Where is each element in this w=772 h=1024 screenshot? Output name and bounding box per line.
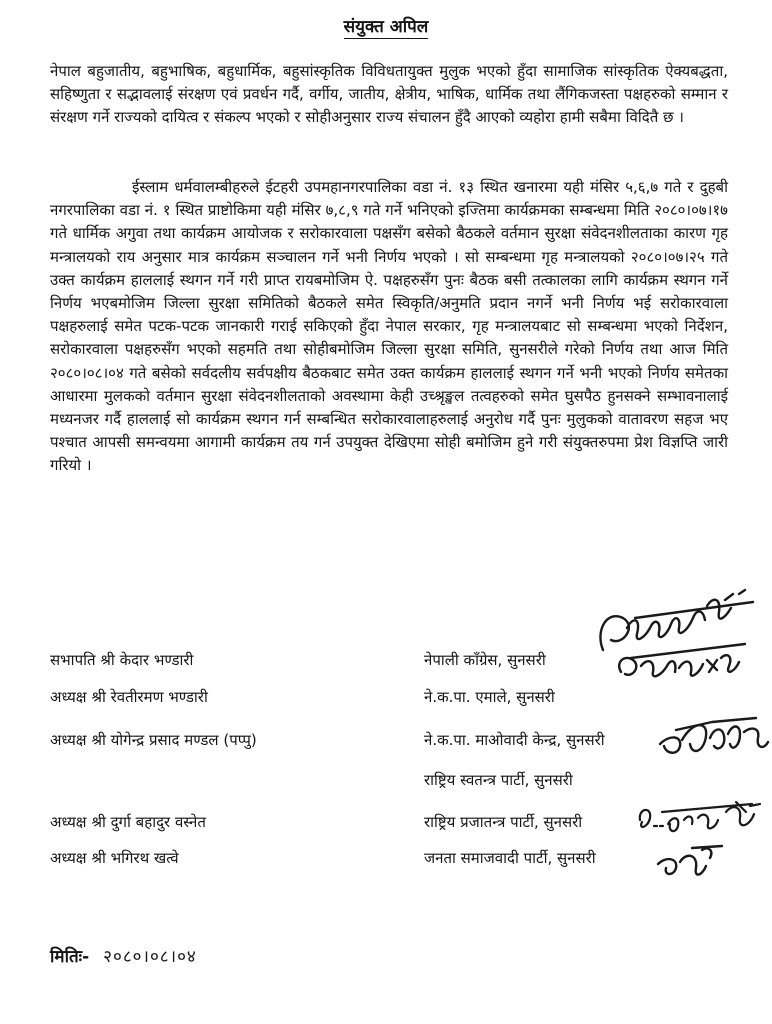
signatory-party: राष्ट्रिय प्रजातन्त्र पार्टी, सुनसरी	[424, 813, 583, 831]
signatory-party: ने.क.पा. माओवादी केन्द्र, सुनसरी	[424, 731, 605, 749]
signatory-name: अध्यक्ष श्री भगिरथ खत्वे	[50, 849, 179, 867]
paragraph-intro: नेपाल बहुजातीय, बहुभाषिक, बहुधार्मिक, बहुसांस्कृतिक विविधतायुक्त मुलुक भएको हुँदा सामाजिक सांस्कृतिक ऐक्यबद्धता, सहिष्णुता र सद्भावलाई संरक्षण एवं प्रवर्धन गर्दै, वर्गीय, जातीय, क्षेत्रीय, भाषिक, धार्मिक तथा लैंगिकजस्ता पक्षहरुको सम्मान र संरक्षण गर्ने राज्यको दायित्व र संकल्प भएको र सोहीअनुसार राज्य संचालन हुँदै आएको व्यहोरा हामी सबैमा विदितै छ ।	[50, 62, 728, 127]
signatory-name: अध्यक्ष श्री रेवतीरमण भण्डारी	[50, 688, 208, 706]
signatory-name: अध्यक्ष श्री योगेन्द्र प्रसाद मण्डल (पप्पु)	[50, 731, 257, 749]
date-line	[50, 944, 197, 967]
handwritten-signature	[652, 704, 772, 774]
handwritten-signature	[652, 842, 732, 884]
signatory-party: नेपाली काँग्रेस, सुनसरी	[424, 651, 546, 669]
signatory-party: ने.क.पा. एमाले, सुनसरी	[424, 688, 555, 706]
document-title: संयुक्त अपिल	[343, 17, 429, 37]
handwritten-signature	[632, 796, 768, 844]
signatory-party: जनता समाजवादी पार्टी, सुनसरी	[424, 849, 596, 867]
handwritten-signature	[575, 588, 765, 700]
signatory-party: राष्ट्रिय स्वतन्त्र पार्टी, सुनसरी	[424, 771, 573, 789]
signatory-name: सभापति श्री केदार भण्डारी	[50, 651, 194, 669]
paragraph-main: ईस्लाम धर्मवालम्बीहरुले ईटहरी उपमहानगरपालिका वडा नं. १३ स्थित खनारमा यही मंसिर ५,६,७ गते र दुहबी नगरपालिका वडा नं. १ स्थित प्राष्टोकिमा यही मंसिर ७,८,९ गते गर्ने भनिएको इज्तिमा कार्यक्रमका सम्बन्धमा मिति २०८०।०७।१७ गते धार्मिक अगुवा तथा कार्यक्रम आयोजक र सरोकारवाला पक्षसँग बसेको बैठकले वर्तमान सुरक्षा संवेदनशीलताका कारण गृह मन्त्रालयको राय अनुसार मात्र कार्यक्रम सञ्चालन गर्ने भनी निर्णय भएको । सो सम्बन्धमा गृह मन्त्रालयको २०८०।०७।२५ गते उक्त कार्यक्रम हाललाई स्थगन गर्ने गरी प्राप्त रायबमोजिम ऐ. पक्षहरुसँग पुनः बैठक बसी तत्कालका लागि कार्यक्रम स्थगन गर्ने निर्णय भएबमोजिम जिल्ला सुरक्षा समितिको बैठकले समेत स्विकृति/अनुमति प्रदान नगर्ने भनी निर्णय भई सरोकारवाला पक्षहरुलाई समेत पटक-पटक जानकारी गराई सकिएको हुँदा नेपाल सरकार, गृह मन्त्रालयबाट सो सम्बन्धमा भएको निर्देशन, सरोकारवाला पक्षहरुसँग भएको सहमति तथा सोहीबमोजिम जिल्ला सुरक्षा समिति, सुनसरीले गरेको निर्णय तथा आज मिति २०८०।०८।०४ गते बसेको सर्वदलीय सर्वपक्षीय बैठकबाट समेत उक्त कार्यक्रम हाललाई स्थगन गर्ने भनी भएको निर्णय समेतका आधारमा मुलकको वर्तमान सुरक्षा संवेदनशीलताको अवस्थामा केही उच्श्रृङ्खल तत्वहरुको समेत घुसपैठ हुनसक्ने सम्भावनालाई मध्यनजर गर्दै हाललाई सो कार्यक्रम स्थगन गर्न सम्बन्धित सरोकारवालाहरुलाई अनुरोध गर्दै पुनः मुलुकको वातावरण सहज भए पश्चात आपसी समन्वयमा आगामी कार्यक्रम तय गर्न उपयुक्त देखिएमा सोही बमोजिम हुने गरी संयुक्तरुपमा प्रेश विज्ञप्ति जारी गरियो ।	[50, 178, 728, 475]
date-label: मितिः-	[50, 947, 90, 967]
date-value: २०८०।०८।०४	[103, 947, 197, 967]
signatory-name: अध्यक्ष श्री दुर्गा बहादुर वस्नेत	[50, 813, 206, 831]
